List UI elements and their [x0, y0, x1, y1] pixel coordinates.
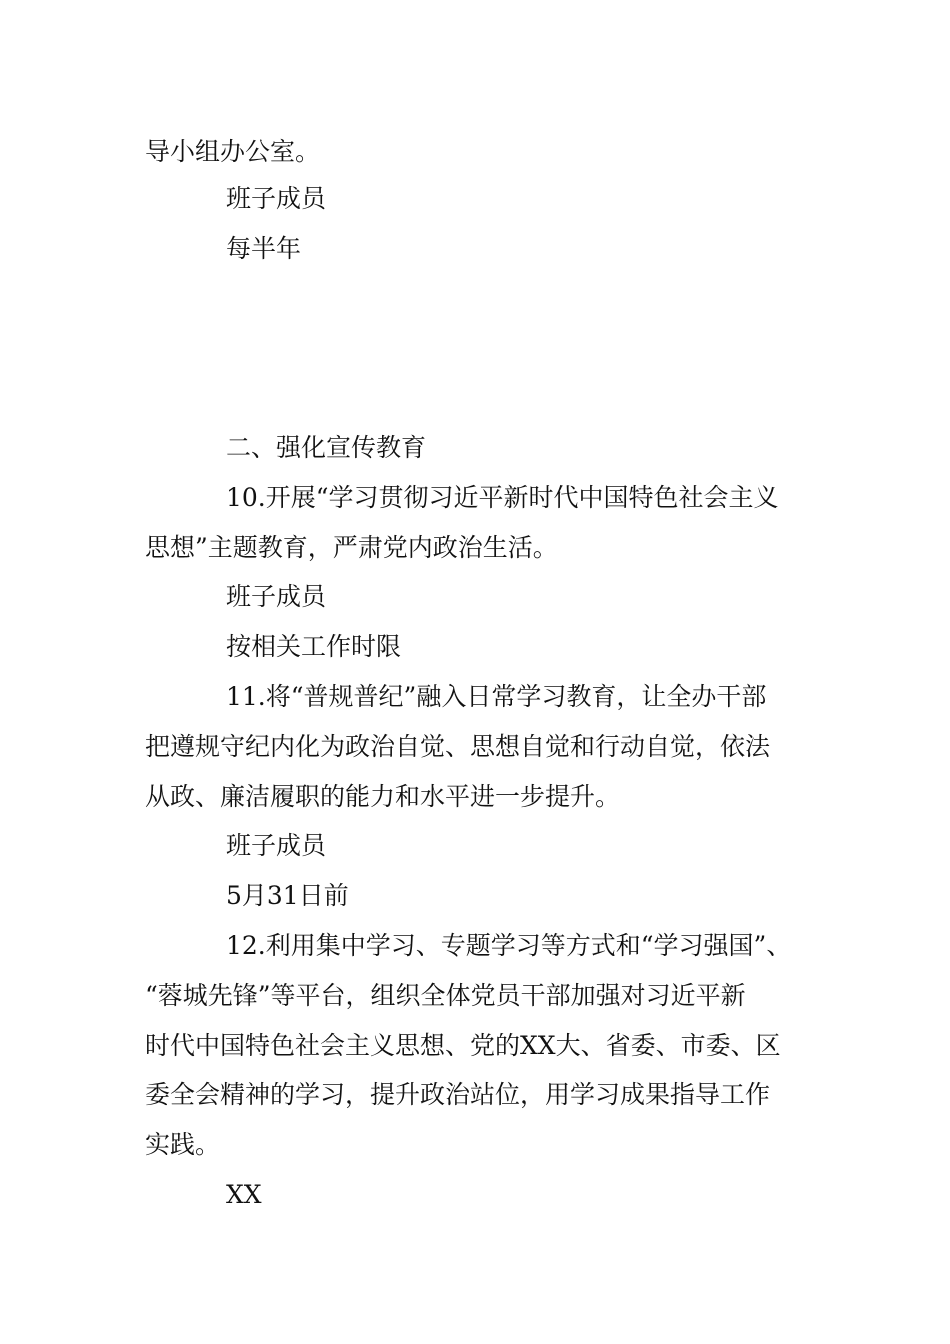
- item-12-line-1: 12.利用集中学习、专题学习等方式和“学习强国”、: [226, 931, 792, 960]
- item-10-line-1: 10.开展“学习贯彻习近平新时代中国特色社会主义: [226, 483, 779, 512]
- item-11-line-3: 从政、廉洁履职的能力和水平进一步提升。: [145, 782, 621, 811]
- item-12-line-2: “蓉城先锋”等平台，组织全体党员干部加强对习近平新: [145, 981, 746, 1010]
- item-12-line-4: 委全会精神的学习，提升政治站位，用学习成果指导工作: [145, 1080, 771, 1109]
- item-11-line-1: 11.将“普规普纪”融入日常学习教育，让全办干部: [226, 682, 767, 711]
- body-text-line: 导小组办公室。: [145, 137, 321, 166]
- item-10-line-2: 思想”主题教育，严肃党内政治生活。: [145, 533, 558, 562]
- responsible-party: 班子成员: [226, 184, 327, 213]
- item-12-line-3: 时代中国特色社会主义思想、党的XX大、省委、市委、区: [145, 1031, 781, 1060]
- deadline: 5月31日前: [226, 881, 349, 910]
- section-heading: 二、强化宣传教育: [226, 433, 427, 462]
- item-11-line-2: 把遵规守纪内化为政治自觉、思想自觉和行动自觉，依法: [145, 732, 771, 761]
- item-12-line-5: 实践。: [145, 1130, 221, 1159]
- responsible-party: 班子成员: [226, 831, 327, 860]
- deadline: 每半年: [226, 234, 302, 263]
- responsible-party: XX: [226, 1180, 262, 1209]
- responsible-party: 班子成员: [226, 582, 327, 611]
- deadline: 按相关工作时限: [226, 632, 402, 661]
